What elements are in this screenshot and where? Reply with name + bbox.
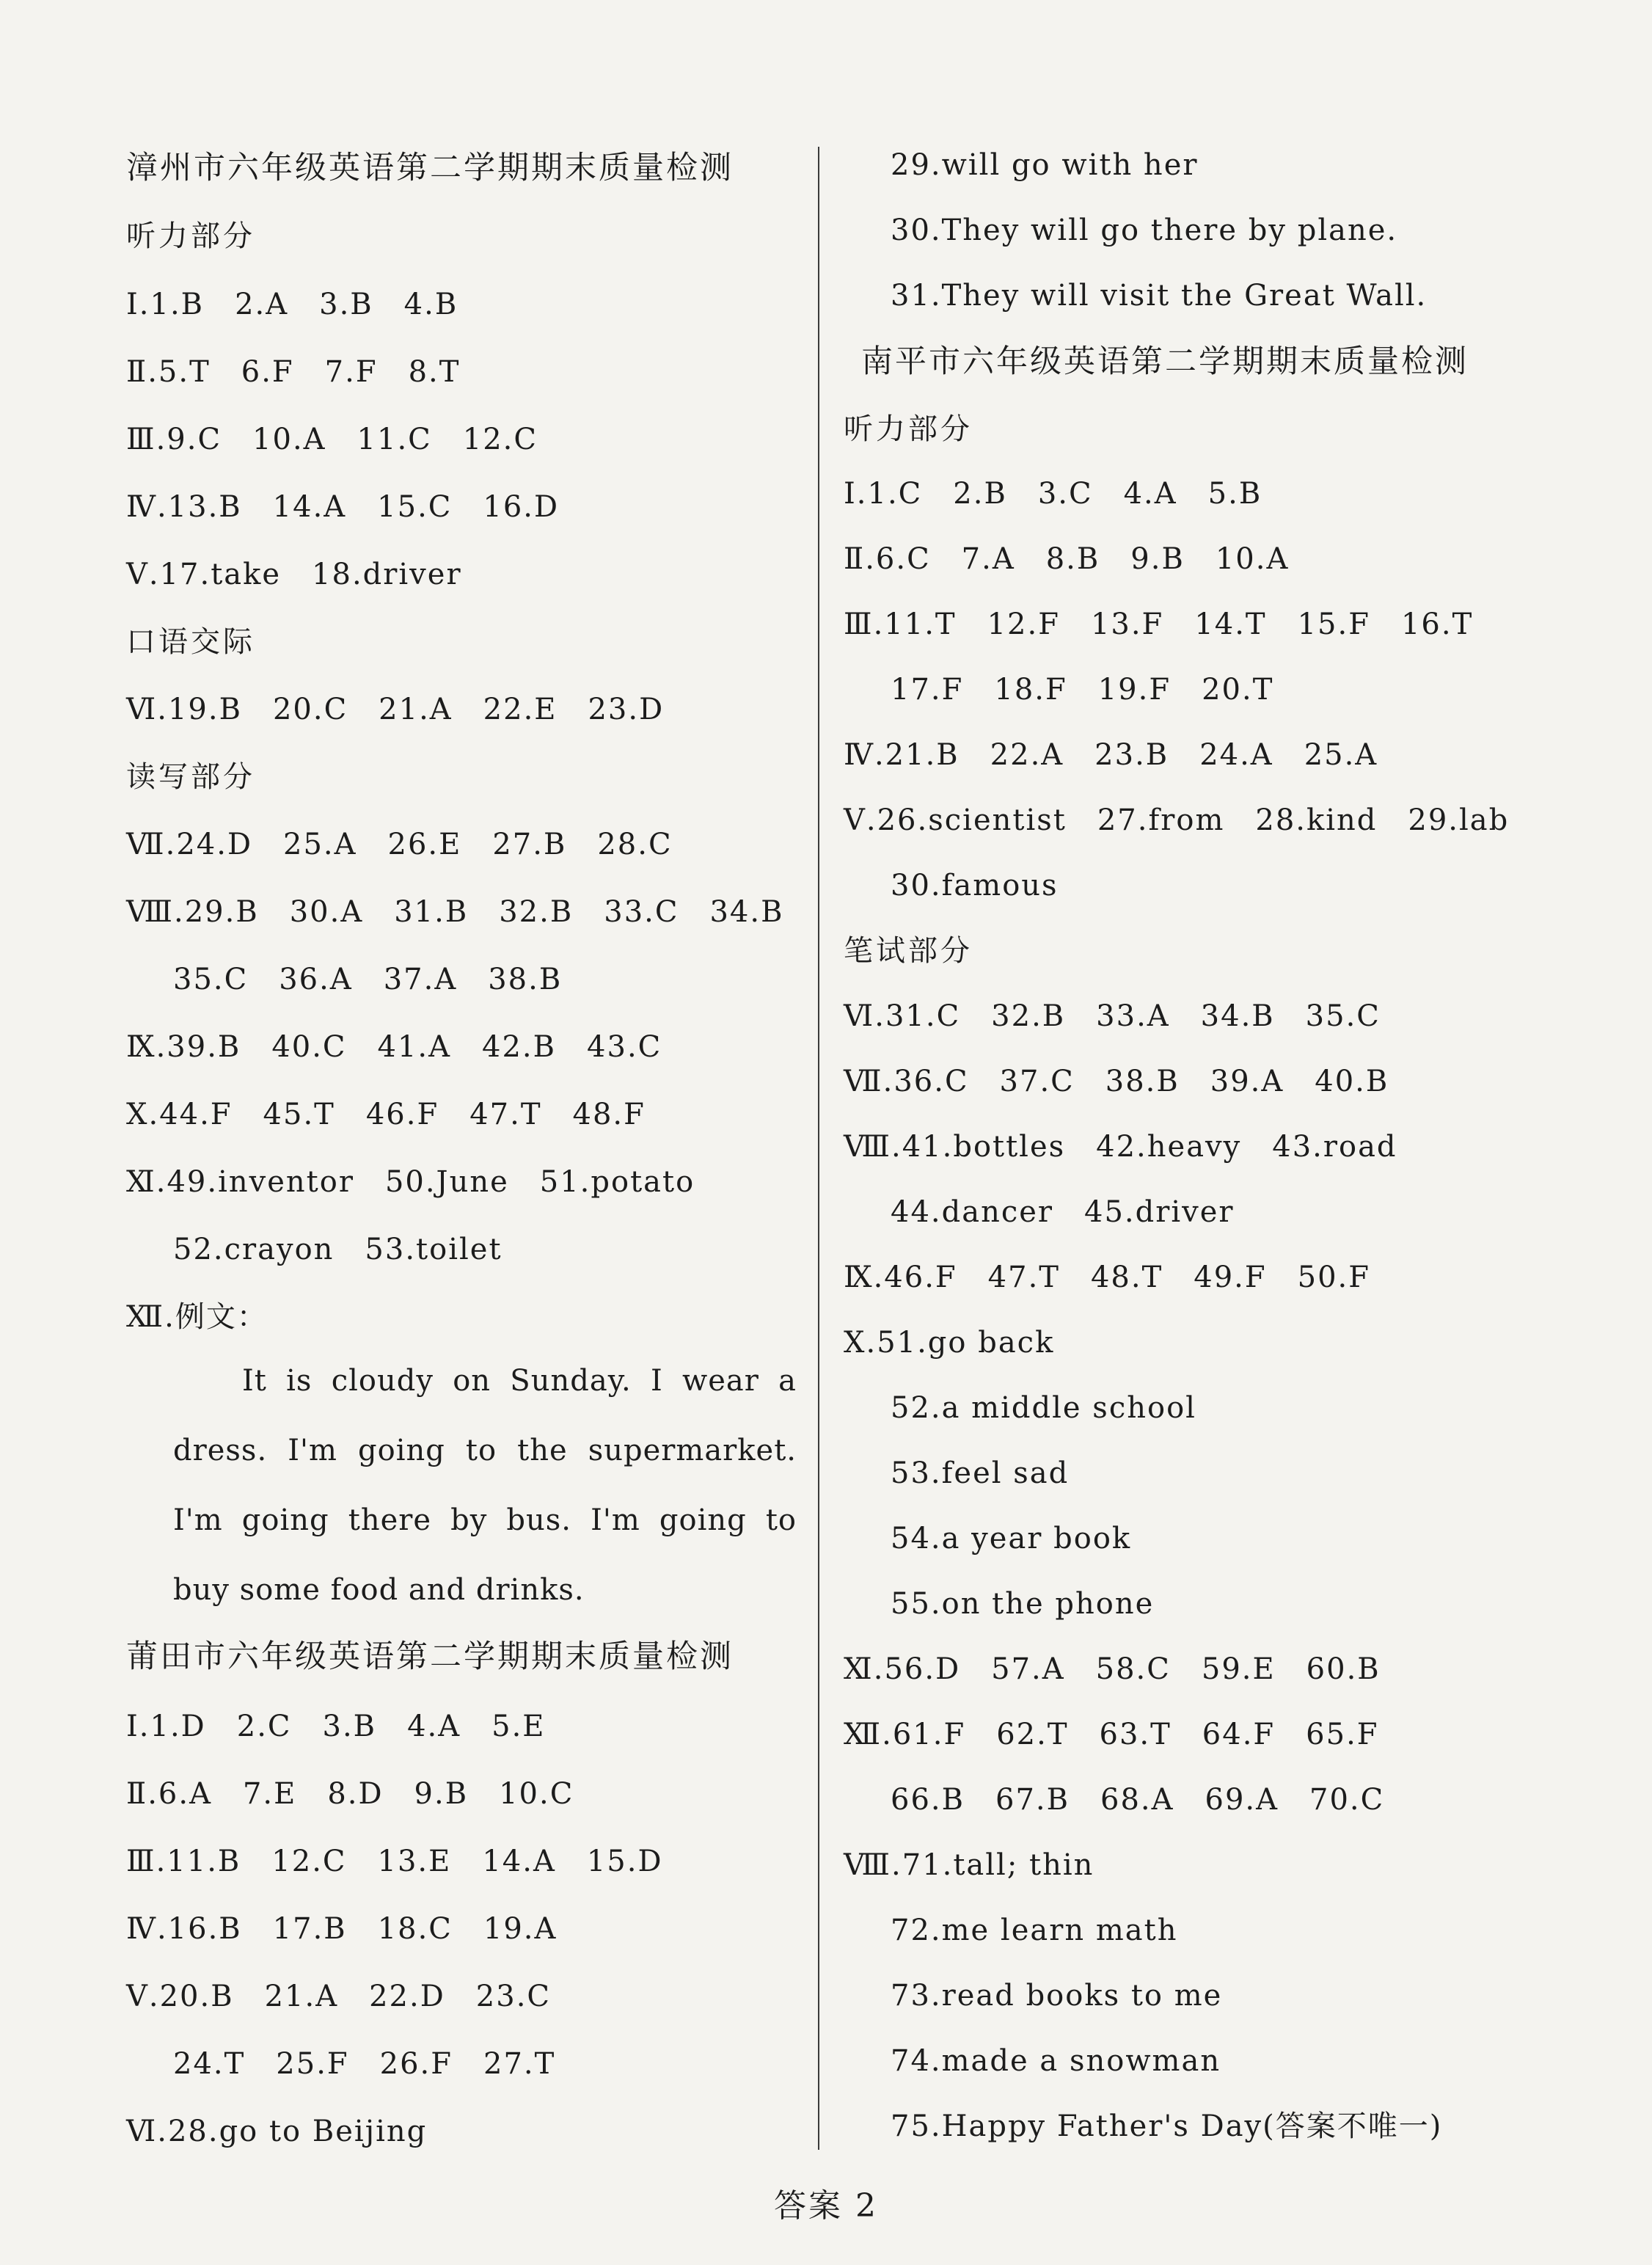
answer-line: Ⅺ.49.inventor 50.June 51.potato — [126, 1165, 695, 1199]
answer-line: Ⅲ.9.C 10.A 11.C 12.C — [126, 423, 538, 456]
answer-line: Ⅲ.11.T 12.F 13.F 14.T 15.F 16.T — [844, 608, 1474, 641]
subheading-listening: 听力部分 — [844, 412, 973, 446]
answer-line: Ⅷ.41.bottles 42.heavy 43.road — [844, 1130, 1397, 1164]
answer-line: Ⅹ.51.go back — [844, 1326, 1055, 1360]
answer-line-continued: 31.They will visit the Great Wall. — [891, 279, 1428, 313]
subheading-listening: 听力部分 — [126, 219, 255, 253]
answer-line: Ⅲ.11.B 12.C 13.E 14.A 15.D — [126, 1845, 663, 1878]
answer-line: Ⅰ.1.B 2.A 3.B 4.B — [126, 288, 458, 321]
page-number: 答案 2 — [774, 2187, 878, 2225]
answer-line: Ⅳ.21.B 22.A 23.B 24.A 25.A — [844, 738, 1378, 772]
answer-line-continued: 75.Happy Father's Day(答案不唯一) — [891, 2109, 1443, 2143]
subheading-oral: 口语交际 — [126, 625, 255, 659]
answer-line: Ⅸ.46.F 47.T 48.T 49.F 50.F — [844, 1261, 1370, 1294]
answer-line-continued: 54.a year book — [891, 1522, 1132, 1555]
answer-line: Ⅱ.6.C 7.A 8.B 9.B 10.A — [844, 542, 1290, 576]
answer-line: Ⅴ.20.B 21.A 22.D 23.C — [126, 1980, 552, 2013]
section-title-zhangzhou: 漳州市六年级英语第二学期期末质量检测 — [126, 150, 734, 186]
answer-line-continued: 52.a middle school — [891, 1391, 1196, 1425]
section-title-putian: 莆田市六年级英语第二学期期末质量检测 — [126, 1638, 734, 1675]
answer-line-continued: 35.C 36.A 37.A 38.B — [173, 963, 563, 996]
answer-line-continued: 44.dancer 45.driver — [891, 1195, 1235, 1229]
answer-line-continued: 52.crayon 53.toilet — [173, 1233, 502, 1266]
answer-line: Ⅻ.61.F 62.T 63.T 64.F 65.F — [844, 1718, 1379, 1751]
sample-essay: It is cloudy on Sunday. I wear a dress. I'm going to the supermarket. I'm going there by bus. I'm going to buy some food and drinks. — [173, 1364, 797, 1607]
subheading-written: 笔试部分 — [844, 934, 973, 968]
answer-line: Ⅷ.29.B 30.A 31.B 32.B 33.C 34.B — [126, 895, 784, 929]
answer-line-continued: 74.made a snowman — [891, 2044, 1221, 2078]
answer-line: Ⅴ.26.scientist 27.from 28.kind 29.lab — [844, 803, 1510, 837]
answer-line: Ⅰ.1.D 2.C 3.B 4.A 5.E — [126, 1710, 546, 1743]
answer-line-continued: 24.T 25.F 26.F 27.T — [173, 2047, 556, 2081]
answer-line: Ⅻ.例文： — [126, 1300, 268, 1334]
answer-line: Ⅰ.1.C 2.B 3.C 4.A 5.B — [844, 477, 1262, 511]
answer-line: Ⅵ.19.B 20.C 21.A 22.E 23.D — [126, 693, 665, 726]
answer-line-continued: 30.famous — [891, 869, 1059, 902]
answer-line: Ⅸ.39.B 40.C 41.A 42.B 43.C — [126, 1030, 662, 1064]
answer-line: Ⅳ.16.B 17.B 18.C 19.A — [126, 1912, 558, 1946]
answer-line: Ⅷ.71.tall; thin — [844, 1848, 1094, 1882]
answer-line-continued: 29.will go with her — [891, 148, 1199, 182]
subheading-reading-writing: 读写部分 — [126, 760, 255, 794]
answer-line: Ⅴ.17.take 18.driver — [126, 558, 462, 591]
answer-line-continued: 66.B 67.B 68.A 69.A 70.C — [891, 1783, 1385, 1817]
answer-line-continued: 30.They will go there by plane. — [891, 214, 1398, 247]
section-title-nanping: 南平市六年级英语第二学期期末质量检测 — [861, 343, 1469, 380]
answer-line-continued: 73.read books to me — [891, 1979, 1223, 2013]
answer-line: Ⅶ.24.D 25.A 26.E 27.B 28.C — [126, 828, 673, 861]
answer-line-continued: 72.me learn math — [891, 1914, 1178, 1947]
answer-line: Ⅶ.36.C 37.C 38.B 39.A 40.B — [844, 1065, 1389, 1098]
answer-line-continued: 17.F 18.F 19.F 20.T — [891, 673, 1274, 707]
answer-line-continued: 55.on the phone — [891, 1587, 1155, 1621]
answer-line: Ⅳ.13.B 14.A 15.C 16.D — [126, 490, 560, 524]
answer-line: Ⅱ.6.A 7.E 8.D 9.B 10.C — [126, 1777, 574, 1811]
answer-line: Ⅱ.5.T 6.F 7.F 8.T — [126, 355, 461, 389]
answer-line: Ⅵ.31.C 32.B 33.A 34.B 35.C — [844, 999, 1381, 1033]
answer-line: Ⅹ.44.F 45.T 46.F 47.T 48.F — [126, 1098, 646, 1131]
answer-line: Ⅵ.28.go to Beijing — [126, 2115, 428, 2148]
column-divider — [818, 147, 819, 2150]
answer-line: Ⅺ.56.D 57.A 58.C 59.E 60.B — [844, 1652, 1381, 1686]
answer-line-continued: 53.feel sad — [891, 1456, 1070, 1490]
